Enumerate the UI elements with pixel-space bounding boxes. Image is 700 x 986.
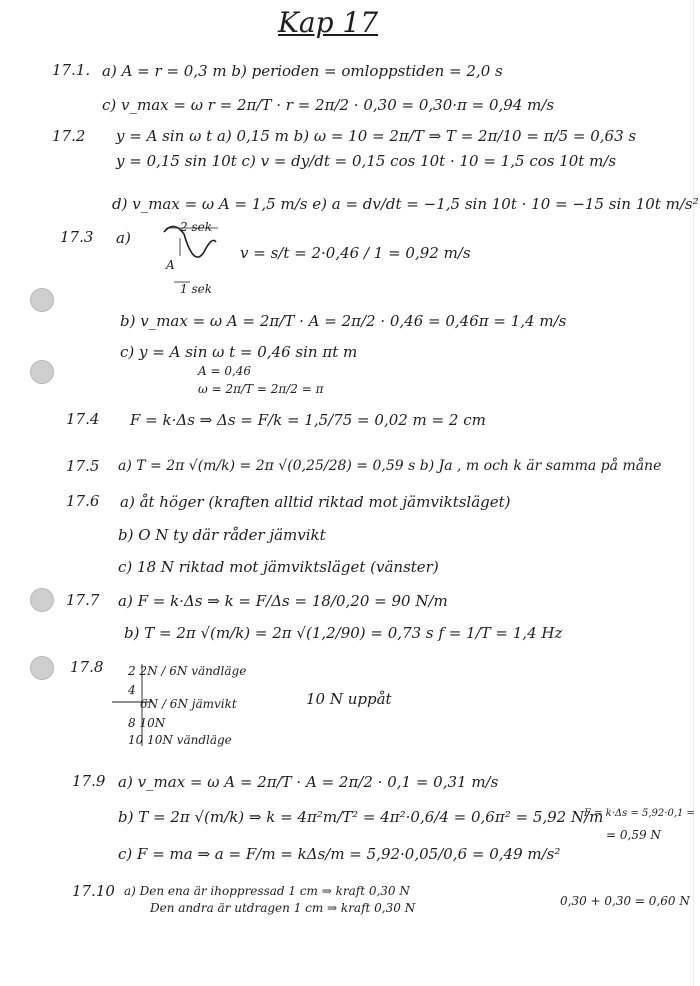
problem-number: 17.4 — [66, 410, 100, 428]
solution-line: a) A = r = 0,3 m b) perioden = omloppstiden = 2,0 s — [102, 62, 503, 80]
solution-line: F = k·Δs ⇒ Δs = F/k = 1,5/75 = 0,02 m = 2 cm — [130, 411, 486, 429]
diagram-row: 4 — [128, 683, 136, 697]
diagram-row: 10 10N vändläge — [128, 733, 232, 747]
solution-line: c) 18 N riktad mot jämviktsläget (vänster) — [118, 558, 439, 576]
solution-line: a) T = 2π √(m/k) = 2π √(0,25/28) = 0,59 s b) Ja , m och k är samma på måne — [118, 458, 662, 474]
page-edge-line — [693, 0, 694, 986]
problem-number: 17.6 — [66, 492, 100, 510]
solution-line: y = 0,15 sin 10t c) v = dy/dt = 0,15 cos 10t · 10 = 1,5 cos 10t m/s — [116, 152, 617, 170]
solution-line: a) F = k·Δs ⇒ k = F/Δs = 18/0,20 = 90 N/m — [118, 592, 448, 610]
problem-number: 17.3 — [60, 228, 94, 246]
solution-line: c) y = A sin ω t = 0,46 sin πt m — [120, 343, 358, 361]
solution-line: a) — [116, 229, 131, 247]
solution-line: A = 0,46 — [198, 364, 252, 378]
solution-line: d) v_max = ω A = 1,5 m/s e) a = dv/dt = −1,5 sin 10t · 10 = −15 sin 10t m/s² — [112, 195, 699, 213]
sketch-label: A — [166, 258, 175, 272]
solution-line: c) F = ma ⇒ a = F/m = kΔs/m = 5,92·0,05/0,6 = 0,49 m/s² — [118, 845, 561, 863]
side-note: = 0,59 N — [606, 828, 661, 842]
punch-hole — [30, 656, 54, 680]
solution-line: b) T = 2π √(m/k) ⇒ k = 4π²m/T² = 4π²·0,6/4 = 0,6π² = 5,92 N/m — [118, 808, 604, 826]
problem-number: 17.1. — [52, 61, 91, 79]
problem-number: 17.2 — [52, 127, 86, 145]
solution-answer: 10 N uppåt — [306, 690, 392, 708]
solution-line: ω = 2π/T = 2π/2 = π — [198, 382, 324, 396]
problem-number: 17.7 — [66, 591, 100, 609]
diagram-row: 8 10N — [128, 716, 166, 730]
solution-line: a) v_max = ω A = 2π/T · A = 2π/2 · 0,1 = 0,31 m/s — [118, 773, 499, 791]
problem-number: 17.10 — [72, 882, 115, 900]
problem-number: 17.8 — [70, 658, 104, 676]
solution-line: a) åt höger (kraften alltid riktad mot jämviktsläget) — [120, 493, 511, 511]
page-title: Kap 17 — [278, 6, 379, 39]
punch-hole — [30, 588, 54, 612]
diagram-row: 6N / 6N jämvikt — [140, 697, 237, 711]
solution-line: v = s/t = 2·0,46 / 1 = 0,92 m/s — [240, 244, 471, 262]
solution-line: y = A sin ω t a) 0,15 m b) ω = 10 = 2π/T ⇒ T = 2π/10 = π/5 = 0,63 s — [116, 127, 637, 145]
solution-line: c) v_max = ω r = 2π/T · r = 2π/2 · 0,30 = 0,30·π = 0,94 m/s — [102, 96, 555, 114]
punch-hole — [30, 360, 54, 384]
side-note: F = k·Δs = 5,92·0,1 = — [584, 808, 695, 819]
solution-line: b) T = 2π √(m/k) = 2π √(1,2/90) = 0,73 s f = 1/T = 1,4 Hz — [124, 624, 563, 642]
solution-line: Den andra är utdragen 1 cm ⇒ kraft 0,30 N — [150, 901, 416, 915]
sketch-label: 2 sek — [180, 220, 212, 234]
diagram-row: 2 2N / 6N vändläge — [128, 664, 247, 678]
solution-line: b) v_max = ω A = 2π/T · A = 2π/2 · 0,46 = 0,46π = 1,4 m/s — [120, 312, 567, 330]
solution-line: a) Den ena är ihoppressad 1 cm ⇒ kraft 0,30 N — [124, 884, 410, 898]
side-note: 0,30 + 0,30 = 0,60 N — [560, 894, 690, 908]
problem-number: 17.5 — [66, 457, 100, 475]
sketch-label: 1 sek — [180, 282, 212, 296]
punch-hole — [30, 288, 54, 312]
solution-line: b) O N ty där råder jämvikt — [118, 526, 326, 544]
problem-number: 17.9 — [72, 772, 106, 790]
